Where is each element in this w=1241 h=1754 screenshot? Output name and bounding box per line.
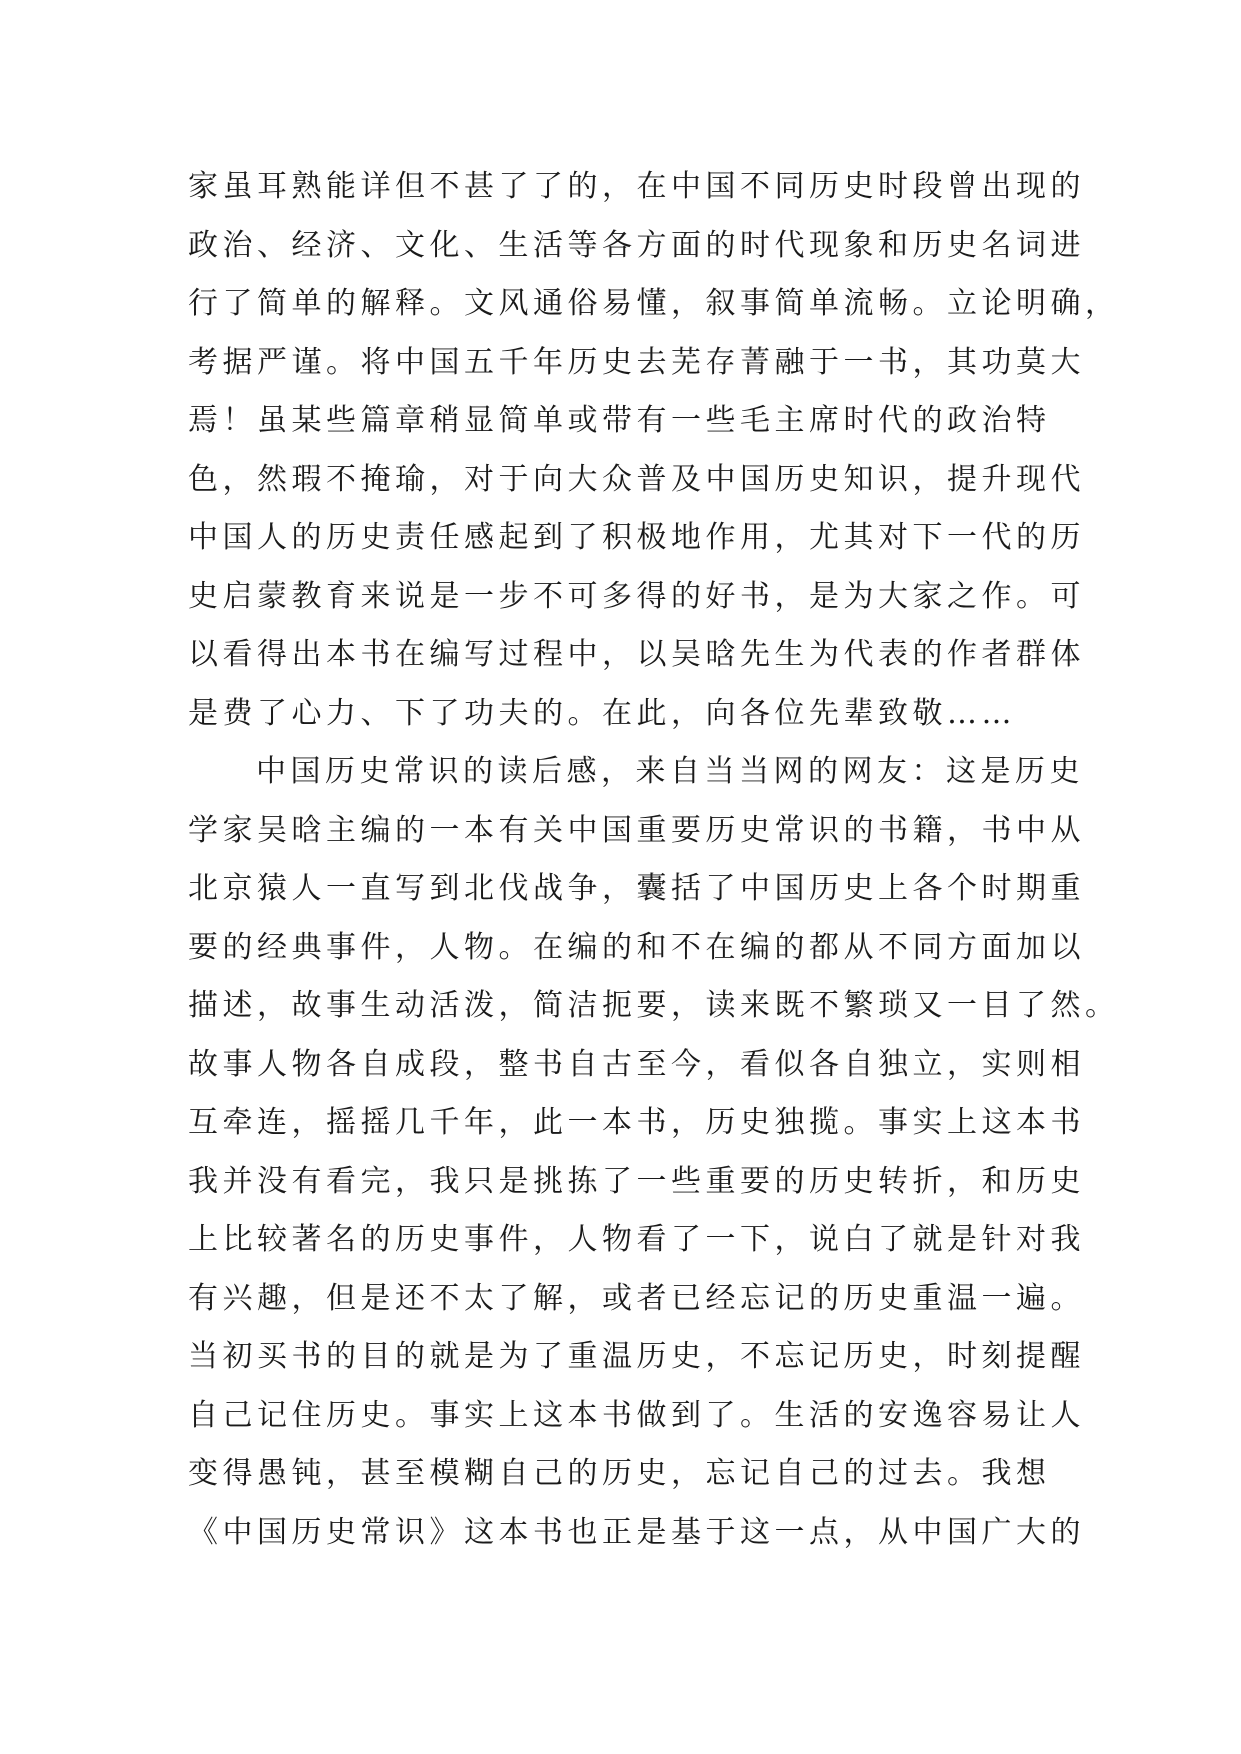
text-line: 变得愚钝，甚至模糊自己的历史，忘记自己的过去。我想 — [188, 1456, 1051, 1491]
text-line: 中国人的历史责任感起到了积极地作用，尤其对下一代的历 — [188, 520, 1085, 555]
text-line: 互牵连，摇摇几千年，此一本书，历史独揽。事实上这本书 — [188, 1105, 1085, 1140]
text-line: 有兴趣，但是还不太了解，或者已经忘记的历史重温一遍。 — [188, 1280, 1085, 1316]
text-line: 史启蒙教育来说是一步不可多得的好书，是为大家之作。可 — [188, 578, 1085, 614]
text-line: 焉！虽某些篇章稍显简单或带有一些毛主席时代的政治特 — [188, 403, 1051, 438]
text-line: 以看得出本书在编写过程中，以吴晗先生为代表的作者群体 — [188, 637, 1085, 672]
text-line: 《中国历史常识》这本书也正是基于这一点，从中国广大的 — [188, 1514, 1085, 1550]
text-line: 色，然瑕不掩瑜，对于向大众普及中国历史知识，提升现代 — [188, 461, 1085, 497]
text-line: 自己记住历史。事实上这本书做到了。生活的安逸容易让人 — [188, 1397, 1085, 1433]
text-line: 是费了心力、下了功夫的。在此，向各位先辈致敬…… — [188, 695, 1016, 731]
body-text — [188, 158, 1120, 1562]
text-line: 政治、经济、文化、生活等各方面的时代现象和历史名词进 — [188, 227, 1085, 263]
text-line: 故事人物各自成段，整书自古至今，看似各自独立，实则相 — [188, 1046, 1085, 1082]
text-line: 考据严谨。将中国五千年历史去芜存菁融于一书，其功莫大 — [188, 344, 1085, 380]
text-line: 要的经典事件，人物。在编的和不在编的都从不同方面加以 — [188, 929, 1085, 965]
text-line: 北京猿人一直写到北伐战争，囊括了中国历史上各个时期重 — [188, 871, 1085, 906]
text-line: 当初买书的目的就是为了重温历史，不忘记历史，时刻提醒 — [188, 1339, 1085, 1374]
text-line: 上比较著名的历史事件，人物看了一下，说白了就是针对我 — [188, 1222, 1085, 1257]
text-line: 我并没有看完，我只是挑拣了一些重要的历史转折，和历史 — [188, 1163, 1085, 1199]
text-line: 行了简单的解释。文风通俗易懂，叙事简单流畅。立论明确， — [188, 286, 1120, 321]
text-line: 家虽耳熟能详但不甚了了的，在中国不同历史时段曾出现的 — [188, 169, 1085, 204]
text-line-indented: 中国历史常识的读后感，来自当当网的网友：这是历史 — [256, 754, 1084, 789]
text-line: 学家吴晗主编的一本有关中国重要历史常识的书籍，书中从 — [188, 812, 1085, 848]
text-line: 描述，故事生动活泼，简洁扼要，读来既不繁琐又一目了然。 — [188, 988, 1120, 1023]
paragraph-1 — [188, 158, 1120, 743]
paragraph-2 — [188, 743, 1120, 1562]
